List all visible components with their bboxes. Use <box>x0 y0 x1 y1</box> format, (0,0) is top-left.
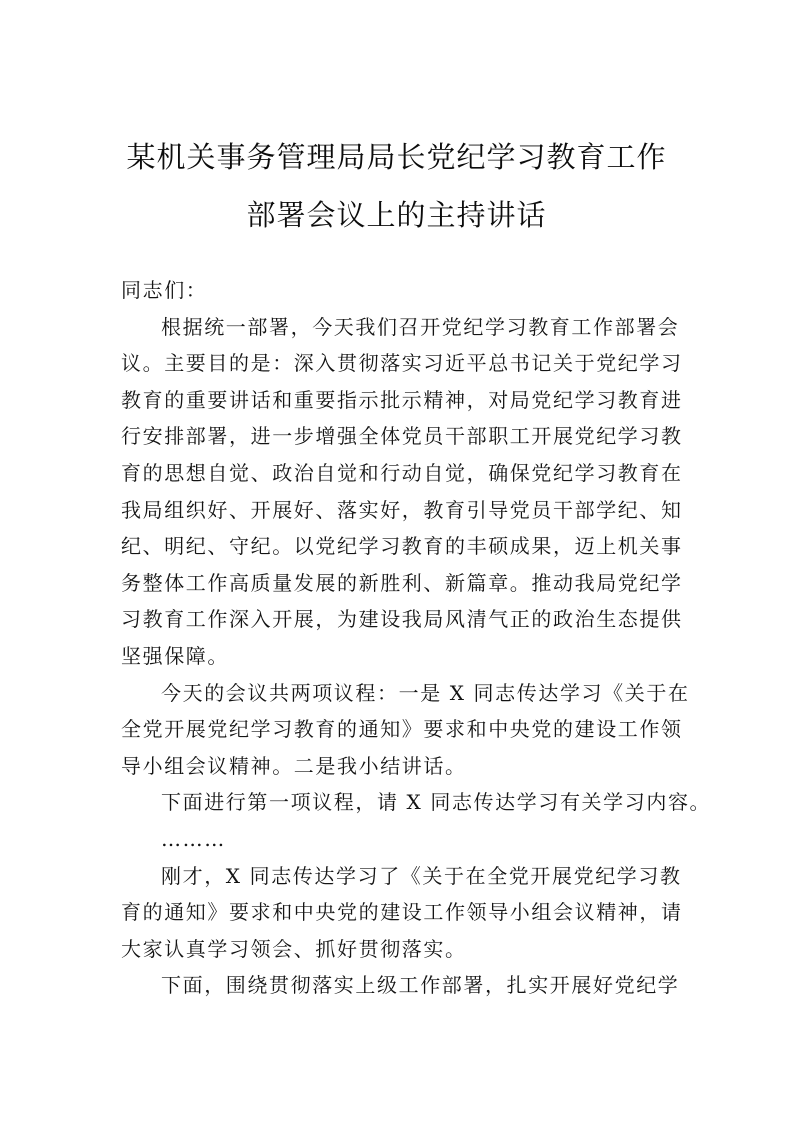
title-line-1: 某机关事务管理局局长党纪学习教育工作 <box>126 140 667 174</box>
body-line: 大家认真学习领会、抓好贯彻落实。 <box>121 936 467 961</box>
body-line: 导小组会议精神。二是我小结讲话。 <box>121 753 467 778</box>
body-line: 育的通知》要求和中央党的建设工作领导小组会议精神，请 <box>121 900 683 925</box>
body-line: ……… <box>161 826 226 851</box>
body-line: 全党开展党纪学习教育的通知》要求和中央党的建设工作领 <box>121 717 683 742</box>
body-line: 今天的会议共两项议程：一是 X 同志传达学习《关于在 <box>161 680 690 705</box>
body-line: 下面，围绕贯彻落实上级工作部署，扎实开展好党纪学 <box>161 973 680 998</box>
salutation: 同志们： <box>121 278 208 302</box>
body-line: 教育的重要讲话和重要指示批示精神，对局党纪学习教育进 <box>121 387 683 412</box>
title-line-2: 部署会议上的主持讲话 <box>246 198 547 232</box>
body-line: 务整体工作高质量发展的新胜利、新篇章。推动我局党纪学 <box>121 570 683 595</box>
body-line: 育的思想自觉、政治自觉和行动自觉，确保党纪学习教育在 <box>121 460 683 485</box>
body-line: 刚才，X 同志传达学习了《关于在全党开展党纪学习教 <box>161 863 682 888</box>
body-line: 我局组织好、开展好、落实好，教育引导党员干部学纪、知 <box>121 497 683 522</box>
body-line: 下面进行第一项议程，请 X 同志传达学习有关学习内容。 <box>161 790 712 815</box>
document-body <box>121 272 712 1004</box>
body-line: 行安排部署，进一步增强全体党员干部职工开展党纪学习教 <box>121 424 683 449</box>
body-line: 习教育工作深入开展，为建设我局风清气正的政治生态提供 <box>121 607 683 632</box>
body-line: 纪、明纪、守纪。以党纪学习教育的丰硕成果，迈上机关事 <box>121 534 683 559</box>
document-title <box>0 128 793 244</box>
body-line: 根据统一部署，今天我们召开党纪学习教育工作部署会 <box>161 314 680 339</box>
body-line: 坚强保障。 <box>121 643 229 668</box>
body-line: 议。主要目的是：深入贯彻落实习近平总书记关于党纪学习 <box>121 351 683 376</box>
